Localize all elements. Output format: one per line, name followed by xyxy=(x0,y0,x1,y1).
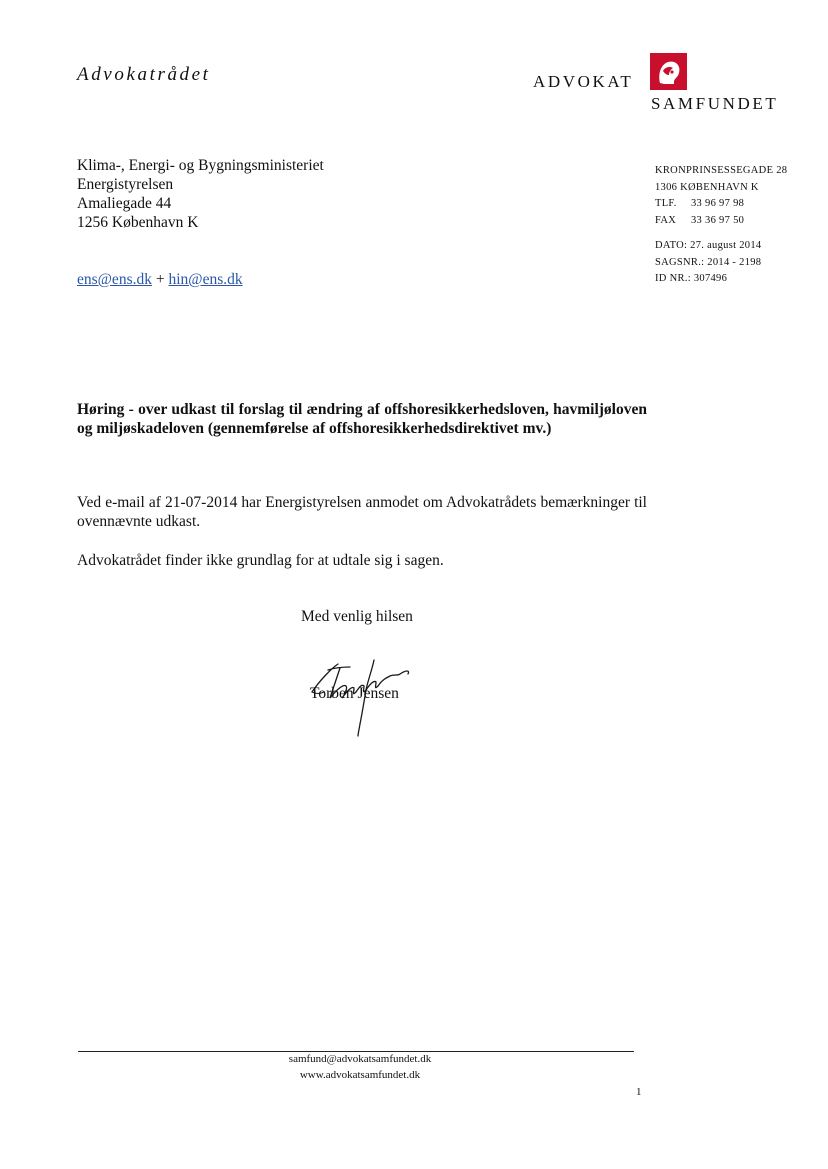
phone-label: TLF. xyxy=(655,198,677,209)
sender-city: 1306 KØBENHAVN K xyxy=(655,181,759,193)
sender-street: KRONPRINSESSEGADE 28 xyxy=(655,165,788,176)
footer-email: samfund@advokatsamfundet.dk xyxy=(288,1053,432,1065)
body-paragraph: Advokatrådet finder ikke grundlag for at udtale sig i sagen. xyxy=(77,552,444,569)
case-number: SAGSNR.: 2014 - 2198 xyxy=(655,256,762,268)
sender-phone xyxy=(655,196,787,213)
recipient-line: 1256 København K xyxy=(77,214,199,231)
body-paragraph: Ved e-mail af 21-07-2014 har Energistyrelsen anmodet om Advokatrådets bemærkninger til ovennævnte udkast. xyxy=(77,494,647,530)
closing-phrase: Med venlig hilsen xyxy=(301,608,413,625)
council-name: Advokatrådet xyxy=(77,64,211,85)
recipient-address xyxy=(77,156,324,232)
id-number: ID NR.: 307496 xyxy=(655,273,728,284)
sender-info xyxy=(655,163,787,288)
logo-emblem-icon xyxy=(650,53,687,90)
recipient-emails xyxy=(77,271,243,289)
recipient-line: Energistyrelsen xyxy=(77,176,174,193)
logo-text-advokat: ADVOKAT xyxy=(533,72,634,91)
email-plus: + xyxy=(155,271,165,288)
email-link-ens[interactable]: ens@ens.dk xyxy=(77,271,152,288)
sender-fax xyxy=(655,213,787,230)
fax-value: 33 36 97 50 xyxy=(691,214,745,226)
footer-divider xyxy=(78,1051,634,1052)
email-link-hin[interactable]: hin@ens.dk xyxy=(168,271,243,288)
fax-label: FAX xyxy=(655,214,677,226)
signer-name: Torben Jensen xyxy=(310,685,399,702)
logo-text-samfundet: SAMFUNDET xyxy=(651,94,779,113)
phone-value: 33 96 97 98 xyxy=(691,198,745,209)
recipient-line: Klima-, Energi- og Bygningsministeriet xyxy=(77,157,324,174)
letter-date: DATO: 27. august 2014 xyxy=(655,240,762,251)
footer-website: www.advokatsamfundet.dk xyxy=(299,1069,421,1081)
page-number: 1 xyxy=(636,1086,642,1098)
letter-subject: Høring - over udkast til forslag til ændring af offshoresikkerhedsloven, havmiljøloven og miljøskadeloven (gennemførelse af offshoresikkerhedsdirektivet mv.) xyxy=(77,401,647,437)
recipient-line: Amaliegade 44 xyxy=(77,195,172,212)
